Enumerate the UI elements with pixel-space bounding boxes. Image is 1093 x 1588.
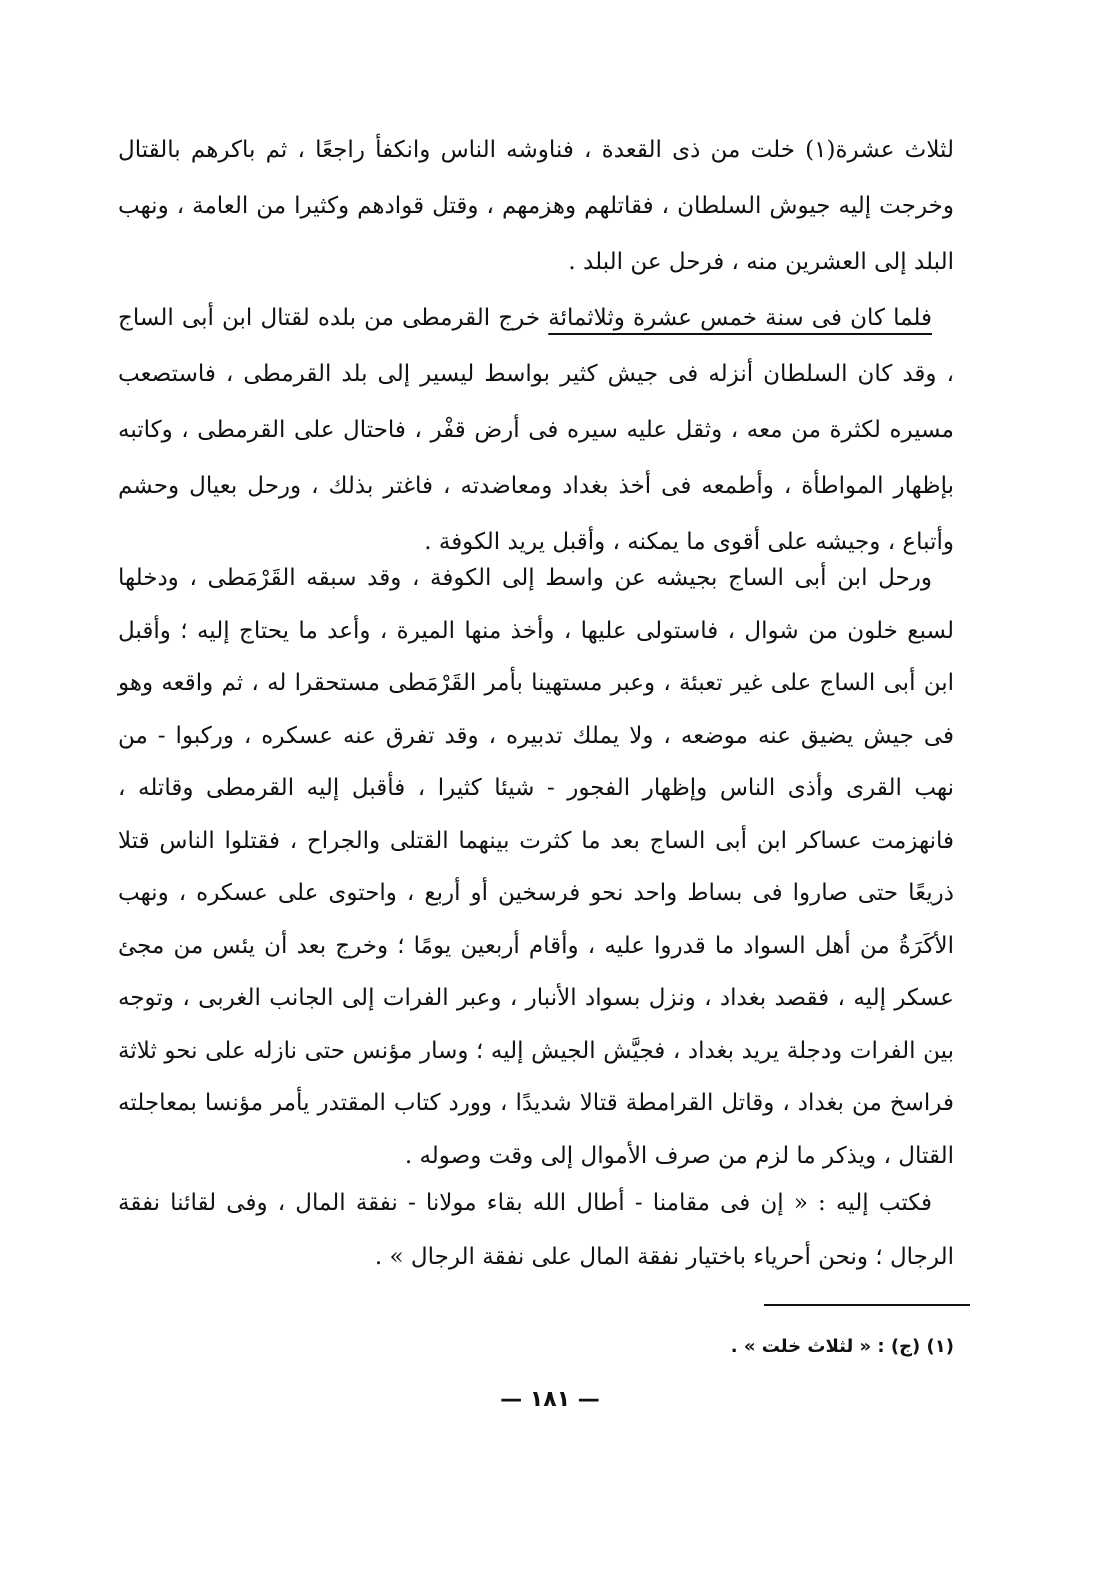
paragraph-3: [118, 552, 954, 1182]
paragraph-2: [118, 290, 954, 570]
paragraph-2-rest: خرج القرمطى من بلده لقتال ابن أبى الساج ، وقد كان السلطان أنزله فى جيش كثير بواسط ليسير إلى بلد القرمطى ، فاستصعب مسيره لكثرة من معه ، وثقل عليه سيره فى أرض قفْر ، فاحتال على القرمطى ، وكاتبه بإظهار المواطأة ، وأطمعه فى أخذ بغداد ومعاضدته ، فاغتر بذلك ، ورحل بعيال وحشم وأتباع ، وجيشه على أقوى ما يمكنه ، وأقبل يريد الكوفة .: [118, 305, 954, 555]
paragraph-1: [118, 122, 954, 290]
paragraph-4: [118, 1176, 954, 1284]
paragraph-2-text: [118, 290, 954, 570]
underlined-date-phrase: فلما كان فى سنة خمس عشرة وثلاثمائة: [548, 305, 933, 331]
footnote: (١) (ج) : « لثلاث خلت » .: [730, 1336, 954, 1357]
footnote-divider: [764, 1304, 970, 1306]
paragraph-1-text: لثلاث عشرة(١) خلت من ذى القعدة ، فناوشه الناس وانكفأ راجعًا ، ثم باكرهم بالقتال وخرجت إليه جيوش السلطان ، فقاتلهم وهزمهم ، وقتل قوادهم وكثيرا من العامة ، ونهب البلد إلى العشرين منه ، فرحل عن البلد .: [118, 137, 954, 275]
page-number: — ١٨١ —: [500, 1387, 600, 1412]
paragraph-3-text: ورحل ابن أبى الساج بجيشه عن واسط إلى الكوفة ، وقد سبقه القَرْمَطى ، ودخلها لسبع خلون من شوال ، فاستولى عليها ، وأخذ منها الميرة ، وأعد ما يحتاج إليه ؛ وأقبل ابن أبى الساج على غير تعبئة ، وعبر مستهينا بأمر القَرْمَطى مستحقرا له ، ثم واقعه وهو فى جيش يضيق عنه موضعه ، ولا يملك تدبيره ، وقد تفرق عنه عسكره ، وركبوا - من نهب القرى وأذى الناس وإظهار الفجور - شيئا كثيرا ، فأقبل إليه القرمطى وقاتله ، فانهزمت عساكر ابن أبى الساج بعد ما كثرت بينهما القتلى والجراح ، فقتلوا الناس قتلا ذريعًا حتى صاروا فى بساط واحد نحو فرسخين أو أربع ، واحتوى على عسكره ، ونهب الأكَرَةُ من أهل السواد ما قدروا عليه ، وأقام أربعين يومًا ؛ وخرج بعد أن يئس من مجئ عسكر إليه ، فقصد بغداد ، ونزل بسواد الأنبار ، وعبر الفرات إلى الجانب الغربى ، وتوجه بين الفرات ودجلة يريد بغداد ، فجيَّش الجيش إليه ؛ وسار مؤنس حتى نازله على نحو ثلاثة فراسخ من بغداد ، وقاتل القرامطة قتالا شديدًا ، وورد كتاب المقتدر يأمر مؤنسا بمعاجلته القتال ، ويذكر ما لزم من صرف الأموال إلى وقت وصوله .: [118, 565, 954, 1169]
paragraph-4-text: فكتب إليه : « إن فى مقامنا - أطال الله بقاء مولانا - نفقة المال ، وفى لقائنا نفقة الرجال ؛ ونحن أحرياء باختيار نفقة المال على نفقة الرجال » .: [118, 1190, 954, 1270]
